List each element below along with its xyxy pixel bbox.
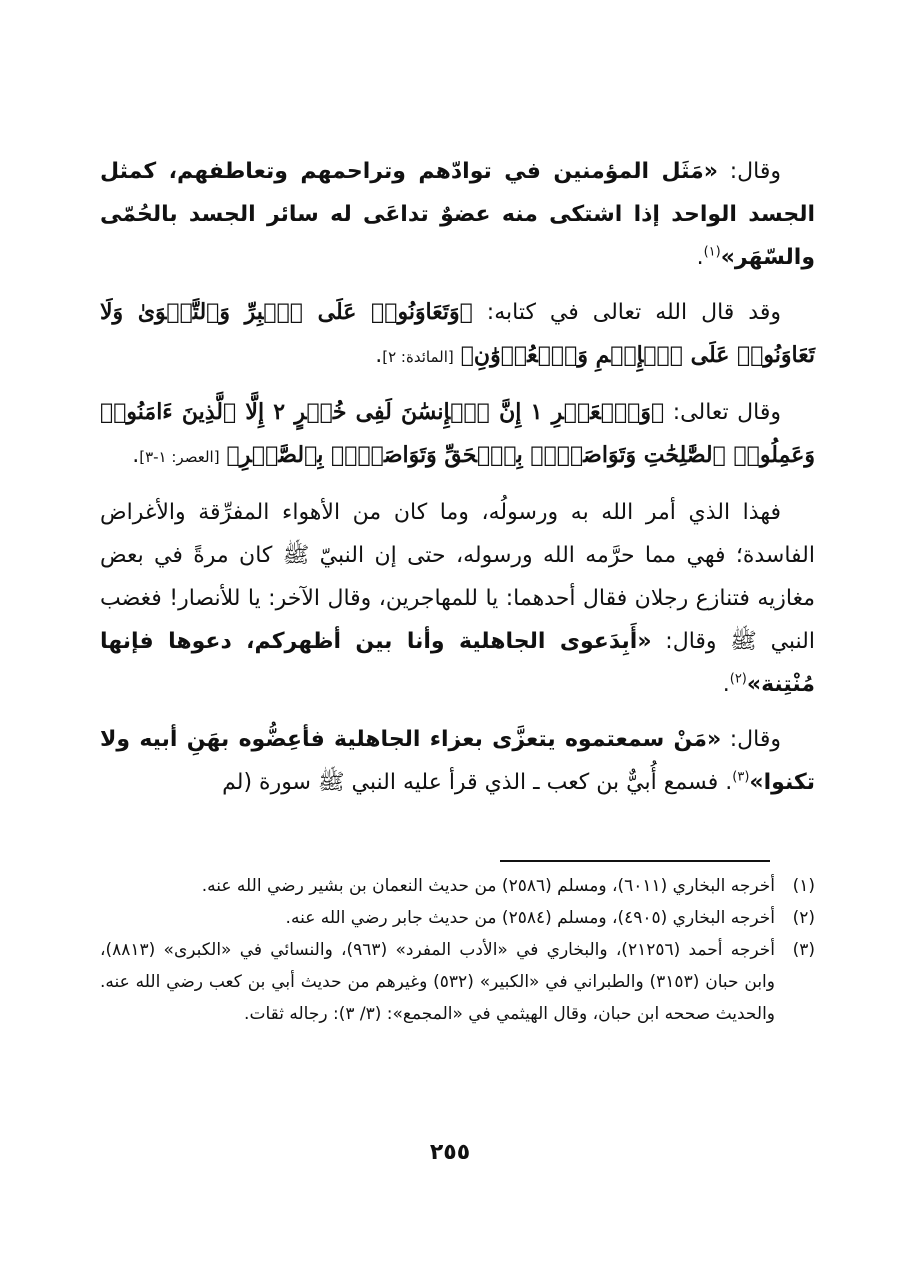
paragraph-continuation: . فسمع أُبيٌّ بن كعب ـ الذي قرأ عليه النبي ﷺ سورة (لم	[222, 770, 733, 795]
footnote-ref[interactable]: (٢)	[729, 671, 747, 687]
paragraph-3	[100, 391, 815, 479]
footnotes-section	[100, 870, 815, 1030]
punctuation: .	[696, 245, 704, 270]
punctuation: .	[375, 343, 383, 368]
verse-reference: [العصر: ١-٣]	[139, 448, 220, 466]
paragraph-2	[100, 291, 815, 379]
footnote-divider	[500, 860, 770, 862]
hadith-quote: «أَبِدَعوى الجاهلية وأنا بين أظهركم، دعوها فإنها مُنْتِنة»	[100, 629, 815, 697]
paragraph-lead: وقال:	[717, 159, 781, 184]
quran-verse: ﴿وَتَعَاوَنُوا۟ عَلَى ٱلۡبِرِّ وَٱلتَّقۡوَىٰ وَلَا تَعَاوَنُوا۟ عَلَى ٱلۡإِثۡمِ وَٱلۡعُدۡوَٰنِ﴾	[100, 299, 815, 368]
paragraph-lead: وقد قال الله تعالى في كتابه:	[472, 300, 781, 325]
footnote-number: (١)	[792, 876, 815, 896]
paragraph-text: فهذا الذي أمر الله به ورسولُه، وما كان من الأهواء المفرِّقة والأغراض الفاسدة؛ فهي مما حرَّمه الله ورسوله، حتى إن النبيّ ﷺ كان مرةً في بعض مغازيه فتنازع رجلان فقال أحدهما: يا للمهاجرين، وقال الآخر: يا للأنصار! فغضب النبي ﷺ وقال:	[100, 500, 816, 654]
footnote-item	[100, 934, 815, 1030]
hadith-quote: «مَنْ سمعتموه يتعزَّى بعزاء الجاهلية فأعِضُّوه بهَنِ أبيه ولا تكنوا»	[100, 727, 815, 795]
paragraph-5	[100, 718, 815, 804]
paragraph-lead: وقال تعالى:	[664, 400, 782, 425]
main-text	[100, 150, 815, 816]
footnote-ref[interactable]: (٣)	[732, 769, 750, 785]
paragraph-1	[100, 150, 815, 279]
footnote-number: (٢)	[792, 908, 815, 928]
quran-verse: ﴿وَٱلۡعَصۡرِ ١ إِنَّ ٱلۡإِنسَٰنَ لَفِى خُسۡرٍ ٢ إِلَّا ٱلَّذِينَ ءَامَنُوا۟ وَعَمِلُوا۟ ٱلصَّٰلِحَٰتِ وَتَوَاصَوۡا۟ بِٱلۡحَقِّ وَتَوَاصَوۡا۟ بِٱلصَّبۡرِ﴾	[100, 399, 815, 468]
footnote-text: أخرجه البخاري (٤٩٠٥)، ومسلم (٢٥٨٤) من حديث جابر رضي الله عنه.	[285, 908, 775, 928]
footnote-number: (٣)	[792, 940, 815, 960]
page-number: ٢٥٥	[429, 1140, 471, 1165]
paragraph-4	[100, 491, 815, 706]
hadith-quote: «مَثَل المؤمنين في توادّهم وتراحمهم وتعاطفهم، كمثل الجسد الواحد إذا اشتكى منه عضوٌ تداعَى له سائر الجسد بالحُمّى والسّهَر»	[100, 159, 815, 270]
punctuation: .	[722, 672, 730, 697]
footnote-ref[interactable]: (١)	[703, 244, 721, 260]
verse-reference: [المائدة: ٢]	[382, 348, 454, 366]
footnote-item	[100, 870, 815, 902]
footnote-text: أخرجه البخاري (٦٠١١)، ومسلم (٢٥٨٦) من حديث النعمان بن بشير رضي الله عنه.	[201, 876, 775, 896]
paragraph-lead: وقال:	[721, 727, 782, 752]
punctuation: .	[132, 443, 140, 468]
footnote-text: أخرجه أحمد (٢١٢٥٦)، والبخاري في «الأدب المفرد» (٩٦٣)، والنسائي في «الكبرى» (٨٨١٣)، وابن حبان (٣١٥٣) والطبراني في «الكبير» (٥٣٢) وغيرهم من حديث أبي بن كعب رضي الله عنه. والحديث صححه ابن حبان، وقال الهيثمي في «المجمع»: (٣/ ٣): رجاله ثقات.	[100, 940, 775, 1024]
footnote-item	[100, 902, 815, 934]
